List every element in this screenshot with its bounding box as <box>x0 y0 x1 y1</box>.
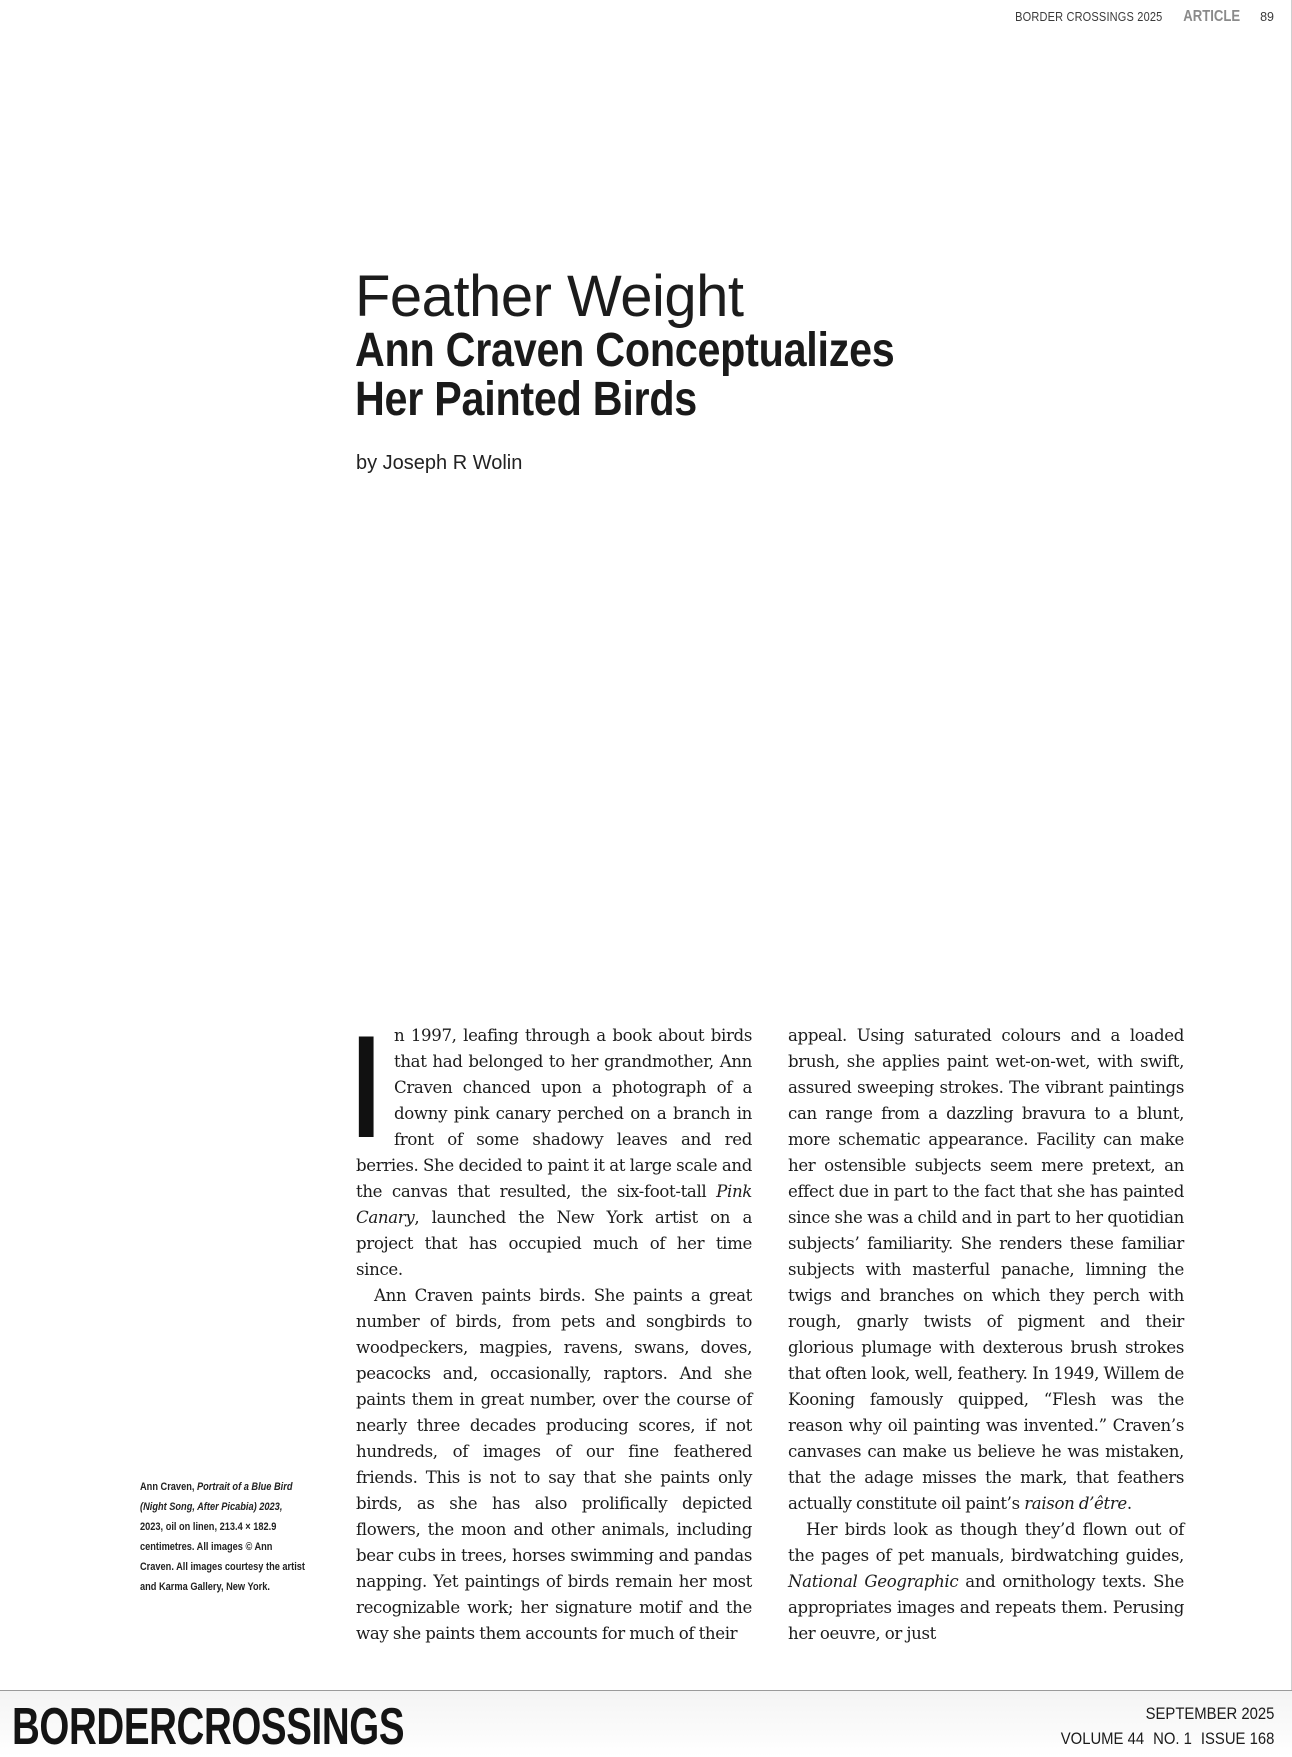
p2-italic: raison d’être <box>1024 1494 1127 1513</box>
image-caption <box>140 1477 308 1597</box>
body-paragraph-1 <box>352 1005 752 1283</box>
issue-date: SEPTEMBER 2025 <box>1145 1705 1274 1723</box>
issue-volume: VOLUME 44 <box>1060 1730 1144 1748</box>
running-head-publication: BORDER CROSSINGS 2025 <box>1015 10 1163 24</box>
caption-work-title: Portrait of a Blue Bird (Night Song, After Picabia) 2023, <box>140 1481 293 1513</box>
drop-cap: I <box>352 1005 381 1168</box>
running-header <box>995 8 1274 26</box>
body-column-left <box>352 1005 752 1647</box>
p2-text-a: Ann Craven paints birds. She paints a great number of birds, from pets and songbirds to woodpeckers, magpies, ravens, swans, doves, peacocks and, occasionally, raptors. And she paints them in great number, over the course of nearly three decades producing scores, if not hundreds, of images of our fine feathered friends. This is not to say that she paints only birds, as she has also prolifically depicted flowers, the moon and other animals, including bear cubs in trees, horses swimming and pandas napping. Yet paintings of birds remain her most recognizable work; her signature motif and the way she paints them accounts for much of their <box>356 1286 752 1643</box>
p1-text-b: , launched the New York artist on a project that has occupied much of her time since. <box>356 1208 752 1279</box>
masthead-logo: BORDERCROSSINGS <box>12 1698 405 1756</box>
p3-text-a: Her birds look as though they’d flown out of the pages of pet manuals, birdwatching guides, <box>788 1520 1184 1565</box>
p1-italic: Pink Canary <box>356 1182 752 1227</box>
caption-details: 2023, oil on linen, 213.4 × 182.9 centimetres. All images © Ann Craven. All images courtesy the artist and Karma Gallery, New York. <box>140 1521 306 1593</box>
article-title: Feather Weight <box>355 264 744 329</box>
caption-artist: Ann Craven, <box>140 1481 198 1493</box>
p1-text-a: n 1997, leafing through a book about birds that had belonged to her grandmother, Ann Craven chanced upon a photograph of a downy pink canary perched on a branch in front of some shadowy leaves and red berries. She decided to paint it at large scale and the canvas that resulted, the six-foot-tall <box>356 1026 752 1201</box>
p2-text-b: appeal. Using saturated colours and a loaded brush, she applies paint wet-on-wet, with swift, assured sweeping strokes. The vibrant paintings can range from a dazzling bravura to a blunt, more schematic appearance. Facility can make her ostensible subjects seem mere pretext, an effect due in part to the fact that she has painted since she was a child and in part to her quotidian subjects’ familiarity. She renders these familiar subjects with masterful panache, limning the twigs and branches on which they perch with rough, gnarly twists of pigment and their glorious plumage with dexterous brush strokes that often look, well, feathery. In 1949, Willem de Kooning famously quipped, “Flesh was the reason why oil painting was invented.” Craven’s canvases can make us believe he was mistaken, that the adage misses the mark, that feathers actually constitute oil paint’s <box>788 1026 1184 1513</box>
article-subtitle: Ann Craven Conceptualizes Her Painted Birds <box>355 324 895 426</box>
body-paragraph-2 <box>356 1283 752 1647</box>
running-head-section: ARTICLE <box>1183 8 1240 25</box>
body-column-right <box>788 1023 1184 1647</box>
p3-italic: National Geographic <box>788 1572 959 1591</box>
issue-number: NO. 1 <box>1152 1730 1192 1748</box>
issue-info <box>1060 1702 1274 1752</box>
p3-text-b: and ornithology texts. She appropriates images and repeats them. Perusing her oeuvre, or just <box>788 1572 1184 1643</box>
p2-end: . <box>1126 1494 1132 1513</box>
body-paragraph-3 <box>788 1517 1184 1647</box>
issue-issue: ISSUE 168 <box>1200 1730 1274 1748</box>
body-paragraph-2-continued <box>788 1023 1184 1517</box>
page-number: 89 <box>1260 10 1274 24</box>
issue-numbers <box>1060 1727 1274 1752</box>
article-byline: by Joseph R Wolin <box>356 452 523 474</box>
